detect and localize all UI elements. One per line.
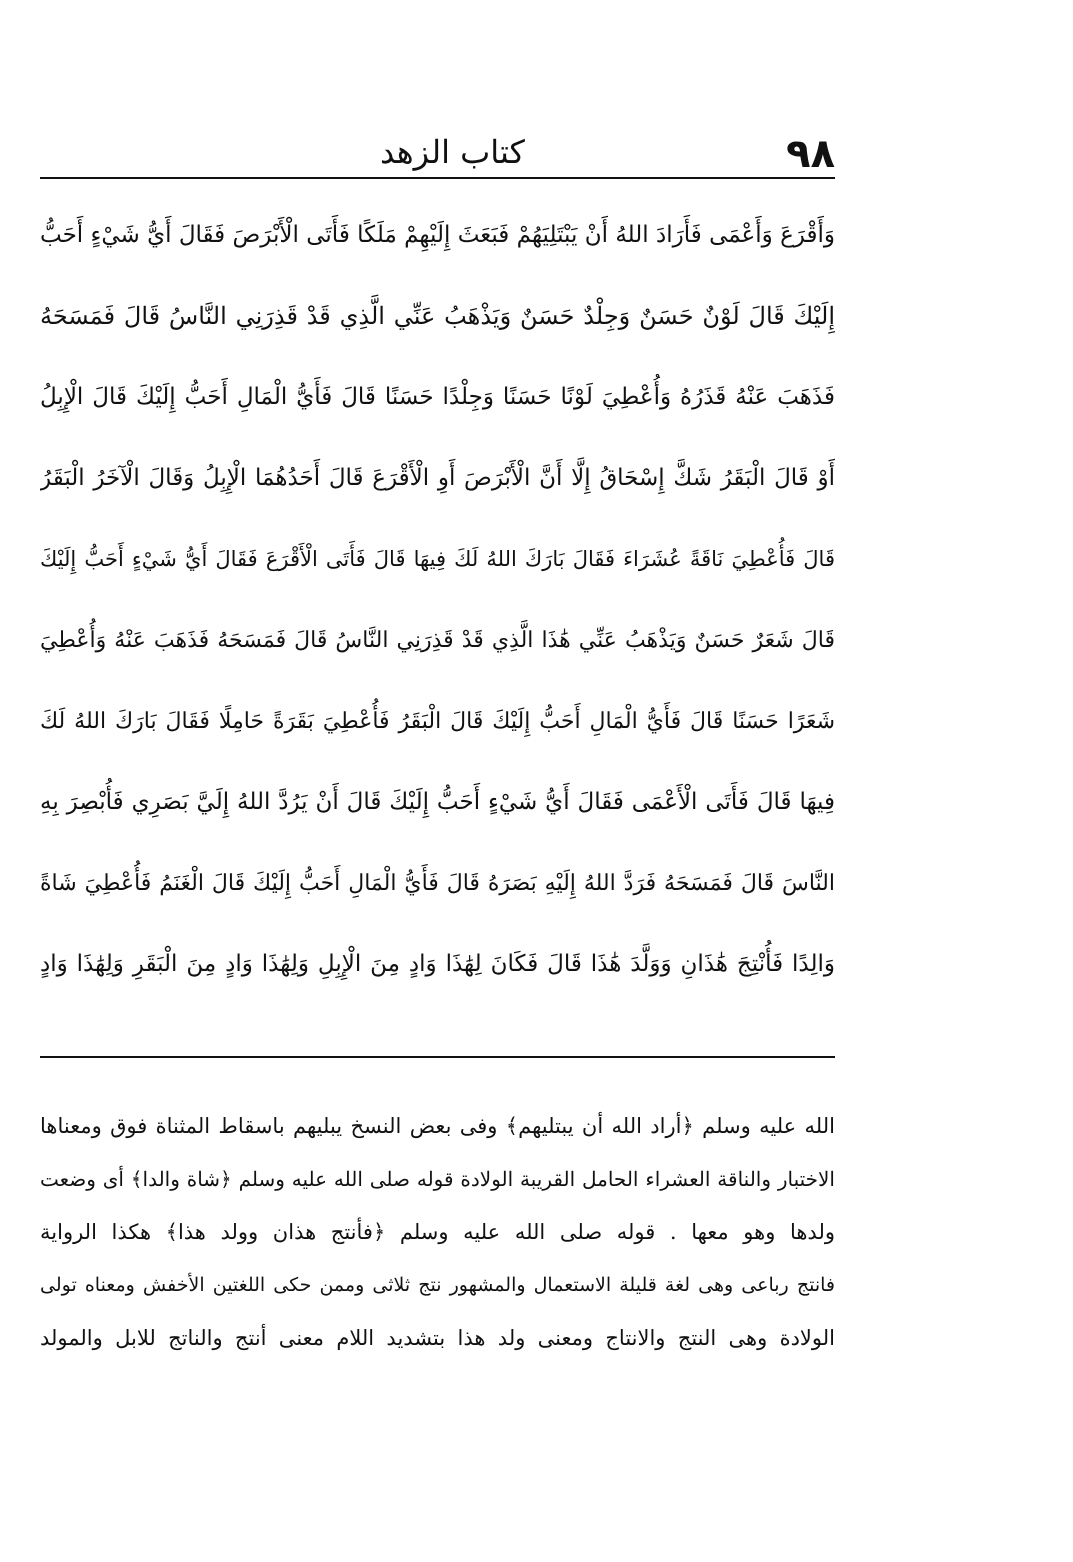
note-line: ولدها وهو معها . قوله صلى الله عليه وسلم ﴿فأنتج هذان وولد هذا﴾ هكذا الرواية [40,1220,835,1244]
main-text-line: فَذَهَبَ عَنْهُ قَذَرُهُ وَأُعْطِيَ لَوْنًا حَسَنًا وَجِلْدًا حَسَنًا قَالَ فَأَيُّ الْمَالِ أَحَبُّ إِلَيْكَ قَالَ الْإِبِلُ [40,384,835,410]
main-text-line: شَعَرًا حَسَنًا قَالَ فَأَيُّ الْمَالِ أَحَبُّ إِلَيْكَ قَالَ الْبَقَرُ فَأُعْطِيَ بَقَرَةً حَامِلًا فَقَالَ بَارَكَ اللهُ لَكَ [40,709,835,734]
page-header [40,120,835,176]
main-text-line: فِيهَا قَالَ فَأَتَى الْأَعْمَى فَقَالَ أَيُّ شَيْءٍ أَحَبُّ إِلَيْكَ قَالَ أَنْ يَرُدَّ اللهُ إِلَيَّ بَصَرِي فَأُبْصِرَ بِهِ [40,789,835,815]
note-line: فانتج رباعى وهى لغة قليلة الاستعمال والمشهور نتج ثلاثى وممن حكى اللغتين الأخفش ومعناه تولى [40,1274,835,1296]
header-rule [40,177,835,179]
book-title: كتاب الزهد [380,133,525,171]
main-text-line: قَالَ شَعَرٌ حَسَنٌ وَيَذْهَبُ عَنِّي هَٰذَا الَّذِي قَدْ قَذِرَنِي النَّاسُ قَالَ فَمَسَحَهُ فَذَهَبَ عَنْهُ وَأُعْطِيَ [40,628,835,653]
page-number: ٩٨ [786,131,835,177]
main-text-line: النَّاسَ قَالَ فَمَسَحَهُ فَرَدَّ اللهُ إِلَيْهِ بَصَرَهُ قَالَ فَأَيُّ الْمَالِ أَحَبُّ إِلَيْكَ قَالَ الْغَنَمُ فَأُعْطِيَ شَاةً [40,871,835,896]
note-line: الله عليه وسلم ﴿أراد الله أن يبتليهم﴾ وفى بعض النسخ يبليهم باسقاط المثناة فوق ومعناها [40,1114,835,1138]
note-line: الولادة وهى النتج والانتاج ومعنى ولد هذا بتشديد اللام معنى أنتج والناتج للابل والمولد [40,1326,835,1350]
main-text-line: وَالِدًا فَأُنْتِجَ هَٰذَانِ وَوَلَّدَ هَٰذَا قَالَ فَكَانَ لِهَٰذَا وَادٍ مِنَ الْإِبِلِ وَلِهَٰذَا وَادٍ مِنَ الْبَقَرِ وَلِهَٰذَا وَادٍ [40,951,835,977]
main-text-line: أَوْ قَالَ الْبَقَرُ شَكَّ إِسْحَاقُ إِلَّا أَنَّ الْأَبْرَصَ أَوِ الْأَقْرَعَ قَالَ أَحَدُهُمَا الْإِبِلُ وَقَالَ الْآخَرُ الْبَقَرُ [40,465,835,491]
main-text-line: قَالَ فَأُعْطِيَ نَاقَةً عُشَرَاءَ فَقَالَ بَارَكَ اللهُ لَكَ فِيهَا قَالَ فَأَتَى الْأَقْرَعَ فَقَالَ أَيُّ شَيْءٍ أَحَبُّ إِلَيْكَ [40,547,835,571]
main-text [40,195,835,1005]
commentary-notes [40,1100,835,1365]
main-text-line: وَأَقْرَعَ وَأَعْمَى فَأَرَادَ اللهُ أَنْ يَبْتَلِيَهُمْ فَبَعَثَ إِلَيْهِمْ مَلَكًا فَأَتَى الْأَبْرَصَ فَقَالَ أَيُّ شَيْءٍ أَحَبُّ [40,222,835,248]
note-line: الاختبار والناقة العشراء الحامل القريبة الولادة قوله صلى الله عليه وسلم ﴿شاة والدا﴾ أى وضعت [40,1167,835,1191]
footnote-rule [40,1056,835,1058]
main-text-line: إِلَيْكَ قَالَ لَوْنٌ حَسَنٌ وَجِلْدٌ حَسَنٌ وَيَذْهَبُ عَنِّي الَّذِي قَدْ قَذِرَنِي النَّاسُ قَالَ فَمَسَحَهُ [40,302,835,330]
